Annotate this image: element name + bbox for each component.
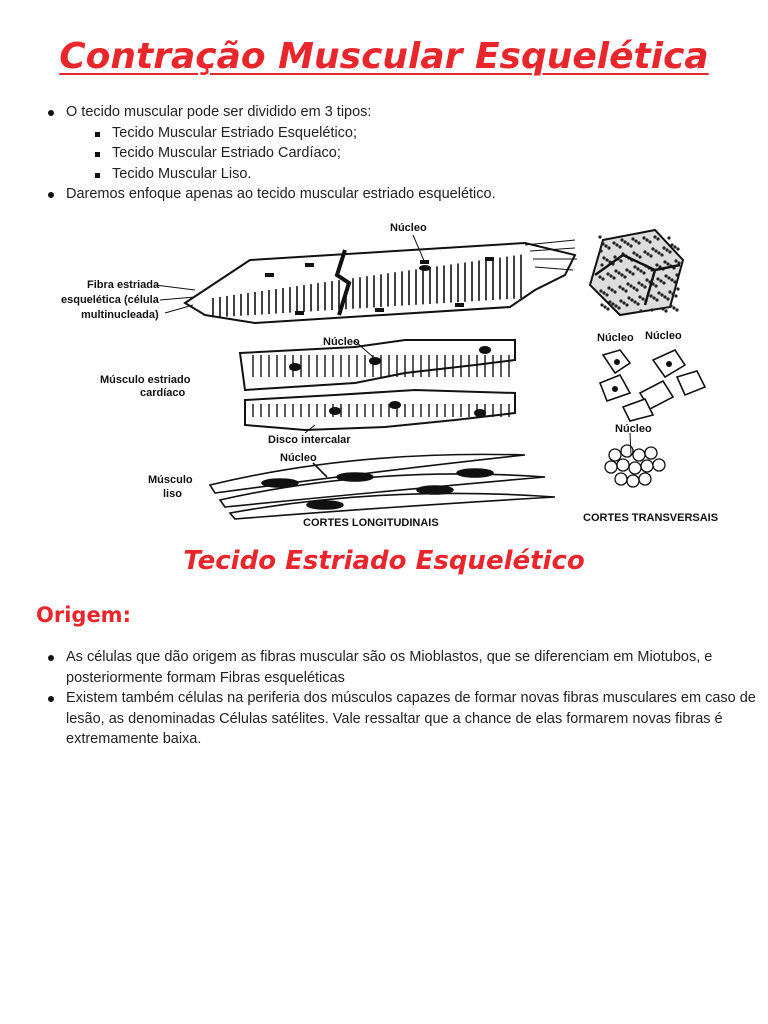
label-cortes-trans: CORTES TRANSVERSAIS — [583, 512, 719, 524]
list-item: Daremos enfoque apenas ao tecido muscular estriado esquelético. — [66, 184, 756, 205]
skeletal-fiber-drawing — [155, 235, 577, 323]
origem-list — [48, 647, 756, 750]
label-cardiac-1: Músculo estriado — [100, 374, 191, 386]
intro-list — [48, 102, 756, 205]
types-list — [66, 123, 756, 185]
label-cortes-long: CORTES LONGITUDINAIS — [303, 517, 439, 529]
label-nucleo-tr1: Núcleo — [597, 332, 634, 344]
list-item — [66, 102, 756, 184]
list-item: Tecido Muscular Liso. — [112, 164, 756, 185]
page-title: Contração Muscular Esquelética — [59, 36, 709, 77]
label-fibra-1: Fibra estriada — [87, 279, 160, 291]
list-item: Tecido Muscular Estriado Esquelético; — [112, 123, 756, 144]
section-title: Tecido Estriado Esquelético — [183, 546, 585, 576]
list-item-text: O tecido muscular pode ser dividido em 3 tipos: — [66, 104, 372, 120]
label-fibra-2: esquelética (célula — [61, 294, 159, 306]
label-liso-2: liso — [163, 488, 182, 500]
label-nucleo: Núcleo — [390, 222, 427, 234]
list-item: As células que dão origem as fibras muscular são os Mioblastos, que se diferenciam em Miotubos, e posteriormente formam Fibras esqueléticas — [66, 647, 756, 688]
label-nucleo-tr3: Núcleo — [615, 423, 652, 435]
smooth-muscle-drawing — [210, 454, 555, 519]
label-cardiac-2: cardíaco — [140, 387, 186, 399]
label-fibra-3: multinucleada) — [81, 309, 159, 321]
list-item: Existem também células na periferia dos músculos capazes de formar novas fibras musculares em caso de lesão, as denominadas Células satélites. Vale ressaltar que a chance de elas formarem novas fibras é extremamente baixa. — [66, 688, 756, 750]
origem-heading: Origem: — [36, 603, 131, 627]
cardiac-muscle-drawing — [240, 340, 515, 433]
label-liso-1: Músculo — [148, 474, 193, 486]
illustration-svg — [55, 215, 725, 535]
label-nucleo-tr2: Núcleo — [645, 330, 682, 342]
transversal-cuts-drawing — [590, 230, 705, 487]
muscle-tissue-illustration — [55, 215, 725, 535]
label-nucleo-cardiac: Núcleo — [323, 336, 360, 348]
list-item: Tecido Muscular Estriado Cardíaco; — [112, 143, 756, 164]
label-disco: Disco intercalar — [268, 434, 351, 446]
label-nucleo-smooth: Núcleo — [280, 452, 317, 464]
